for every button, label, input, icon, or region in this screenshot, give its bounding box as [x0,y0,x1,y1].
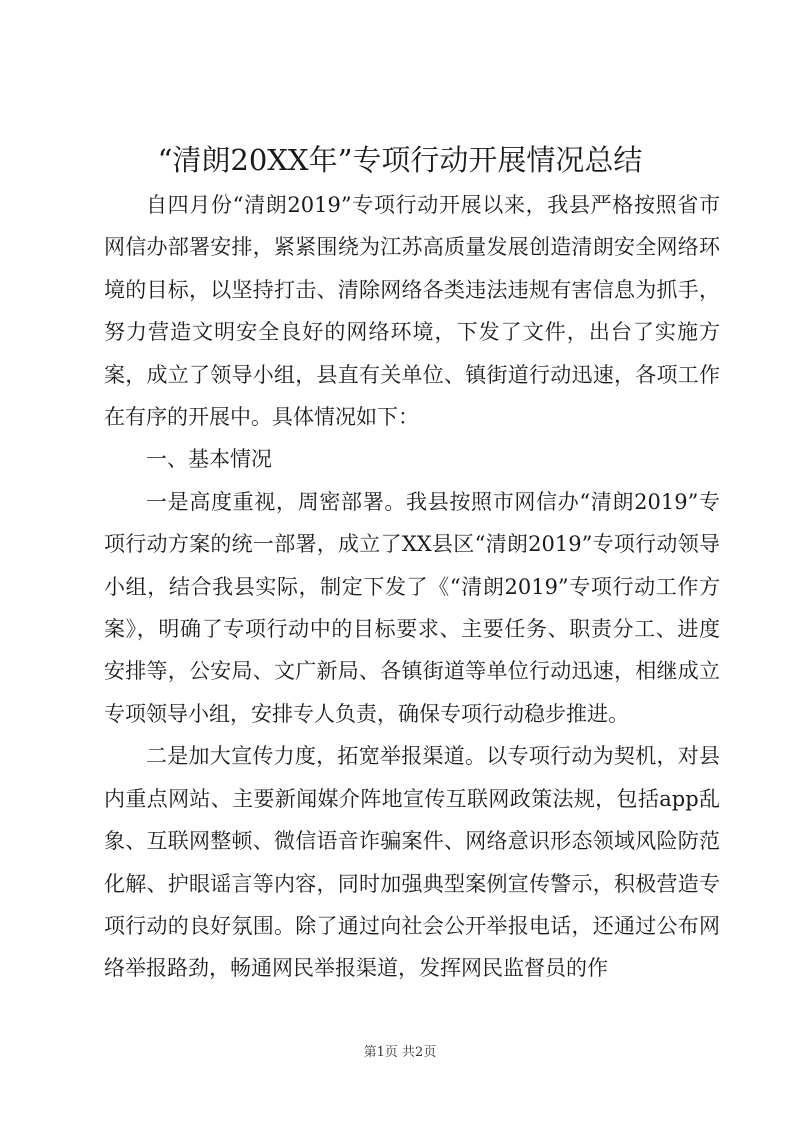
document-title: “清朗20XX年”专项行动开展情况总结 [157,143,643,177]
paragraph-publicity: 二是加大宣传力度，拓宽举报渠道。以专项行动为契机，对县内重点网站、主要新闻媒介阵地宣传互联网政策法规，包括app乱象、互联网整顿、微信语音诈骗案件、网络意识形态领域风险防范化解、护眼谣言等内容，同时加强典型案例宣传警示，积极营造专项行动的良好氛围。除了通过向社会公开举报电话，还通过公布网络举报路劲，畅通网民举报渠道，发挥网民监督员的作 [104,744,720,981]
section-heading: 一、基本情况 [146,447,272,472]
intro-paragraph: 自四月份“清朗2019”专项行动开展以来，我县严格按照省市网信办部署安排，紧紧围绕为江苏高质量发展创造清朗安全网络环境的目标，以坚持打击、清除网络各类违法违规有害信息为抓手，努力营造文明安全良好的网络环境，下发了文件，出台了实施方案，成立了领导小组，县直有关单位、镇街道行动迅速，各项工作在有序的开展中。具体情况如下： [104,193,720,430]
paragraph-deployment: 一是高度重视，周密部署。我县按照市网信办“清朗2019”专项行动方案的统一部署，成立了XX县区“清朗2019”专项行动领导小组，结合我县实际，制定下发了《“清朗2019”专项行动工作方案》，明确了专项行动中的目标要求、主要任务、职责分工、进度安排等，公安局、文广新局、各镇街道等单位行动迅速，相继成立专项领导小组，安排专人负责，确保专项行动稳步推进。 [104,489,720,726]
page-footer: 第1页 共2页 [363,1045,437,1060]
document-body [104,184,720,990]
